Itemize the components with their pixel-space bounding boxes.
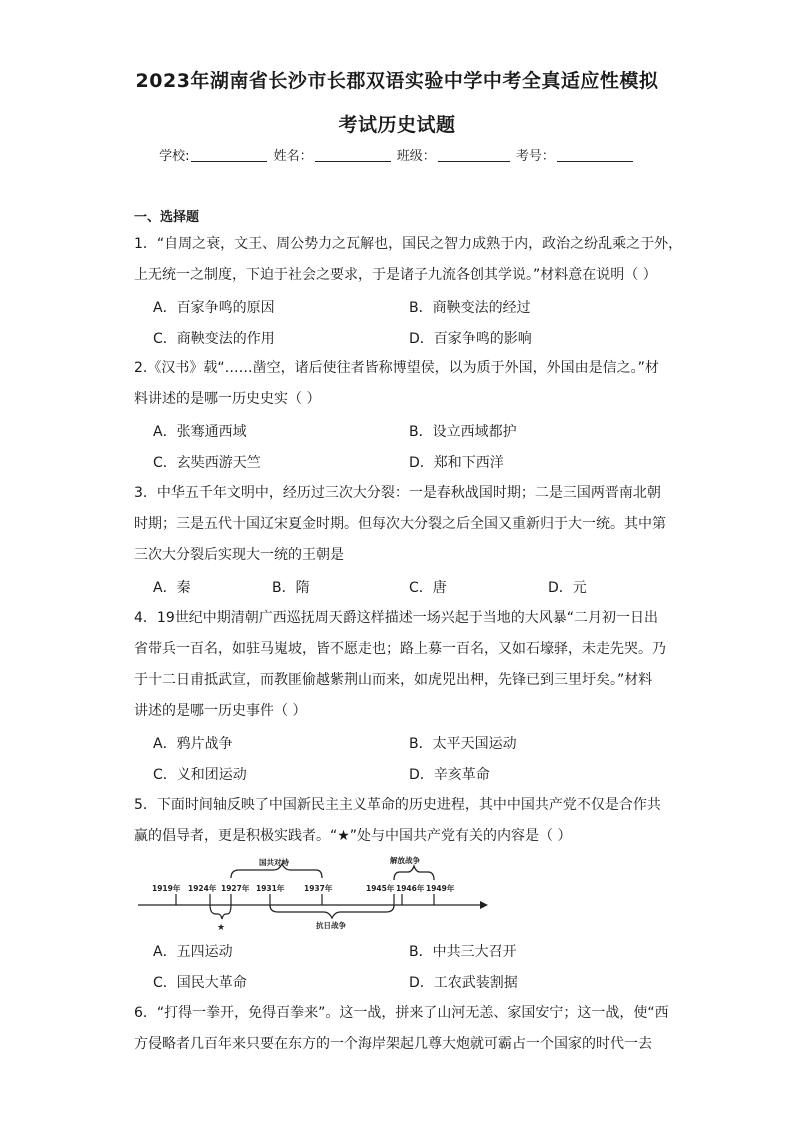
q3-option-b[interactable]: B．隋 [272,580,310,596]
q2-option-a[interactable]: A．张骞通西域 [153,424,247,440]
q3-line1: 3．中华五千年文明中，经历过三次大分裂：一是春秋战国时期；二是三国两晋南北朝 [134,485,661,501]
class-label: 班级： [396,149,436,164]
q5-option-a[interactable]: A．五四运动 [153,944,233,960]
timeline-year-1927: 1927年 [221,884,250,893]
q3-line3: 三次大分裂后实现大一统的王朝是 [134,547,344,563]
timeline-year-1937: 1937年 [304,884,333,893]
timeline-figure [138,852,488,932]
section-title: 一、选择题 [134,210,200,225]
exam-no-label: 考号： [515,149,555,164]
q5-option-b[interactable]: B．中共三大召开 [409,944,517,960]
timeline-year-1945: 1945年 [366,884,395,893]
q4-line4: 讲述的是哪一历史事件（ ） [134,703,307,719]
star-marker: ★ [217,923,226,932]
school-label: 学校: [159,149,190,164]
exam-no-field[interactable] [557,161,633,162]
star-bracket [210,905,231,919]
q3-option-a[interactable]: A．秦 [153,580,191,596]
q4-option-c[interactable]: C．义和团运动 [153,767,247,783]
timeline-year-1949: 1949年 [426,884,455,893]
q4-line2: 省带兵一百名，如驻马嵬坡，皆不愿走也；路上募一百名，又如石壕驿，未走先哭。乃 [134,641,666,657]
q2-option-b[interactable]: B．设立西域都护 [409,424,517,440]
name-label: 姓名： [273,149,313,164]
timeline-label-liberation-war: 解放战争 [390,856,420,865]
timeline-year-1946: 1946年 [396,884,425,893]
q2-option-c[interactable]: C．玄奘西游天竺 [153,455,261,471]
q4-line3: 于十二日甫抵武宣，而教匪偷越紫荆山而来，如虎兕出柙，先锋已到三里圩矣。”材料 [134,672,653,688]
student-info-row [0,145,794,164]
class-field[interactable] [438,161,510,162]
q5-option-d[interactable]: D．工农武装割据 [409,975,518,991]
q1-line1: 1．“自周之衰，文王、周公势力之瓦解也，国民之智力成熟于内，政治之纷乱乘之于外， [134,236,683,252]
q3-option-d[interactable]: D．元 [548,580,587,596]
q5-line1: 5．下面时间轴反映了中国新民主主义革命的历史进程，其中中国共产党不仅是合作共 [134,797,661,813]
q6-line2: 方侵略者几百年来只要在东方的一个海岸架起几尊大炮就可霸占一个国家的时代一去 [134,1036,652,1052]
timeline-label-civil-war: 国共对峙 [259,858,289,867]
q1-option-c[interactable]: C．商鞅变法的作用 [153,331,275,347]
q2-line2: 料讲述的是哪一历史史实（ ） [134,391,321,407]
exam-title-line2: 考试历史试题 [338,114,456,136]
q6-line1: 6．“打得一拳开，免得百拳来”。这一战，拼来了山河无恙、家国安宁；这一战，使“西 [134,1005,669,1021]
timeline-year-1919: 1919年 [152,884,181,893]
q4-option-d[interactable]: D．辛亥革命 [409,767,490,783]
q5-line2: 赢的倡导者，更是积极实践者。“★”处与中国共产党有关的内容是（ ） [134,828,572,844]
q4-line1: 4．19世纪中期清朝广西巡抚周天爵这样描述一场兴起于当地的大风暴“二月初一日出 [134,610,658,626]
q5-option-c[interactable]: C．国民大革命 [153,975,247,991]
q1-option-d[interactable]: D．百家争鸣的影响 [409,331,532,347]
q3-line2: 时期；三是五代十国辽宋夏金时期。但每次大分裂之后全国又重新归于大一统。其中第 [134,516,666,532]
q1-option-a[interactable]: A．百家争鸣的原因 [153,300,275,316]
q3-option-c[interactable]: C．唐 [409,580,447,596]
timeline-arrow [480,901,488,909]
q1-line2: 上无统一之制度，下迫于社会之要求，于是诸子九流各创其学说。”材料意在说明（ ） [134,267,657,283]
q2-option-d[interactable]: D．郑和下西洋 [409,455,504,471]
liberation-war-bracket [394,866,434,880]
timeline-year-1924: 1924年 [188,884,217,893]
q1-option-b[interactable]: B．商鞅变法的经过 [409,300,531,316]
q4-option-b[interactable]: B．太平天国运动 [409,736,517,752]
anti-japanese-war-bracket [270,905,394,918]
name-field[interactable] [315,161,391,162]
exam-title-line1: 2023年湖南省长沙市长郡双语实验中学中考全真适应性模拟 [135,70,659,92]
timeline-year-1931: 1931年 [256,884,285,893]
q4-option-a[interactable]: A．鸦片战争 [153,736,233,752]
school-field[interactable] [191,161,267,162]
timeline-label-anti-japanese-war: 抗日战争 [316,921,346,930]
q2-line1: 2.《汉书》载“……凿空，诸后使往者皆称博望侯，以为质于外国，外国由是信之。”材 [134,360,659,376]
